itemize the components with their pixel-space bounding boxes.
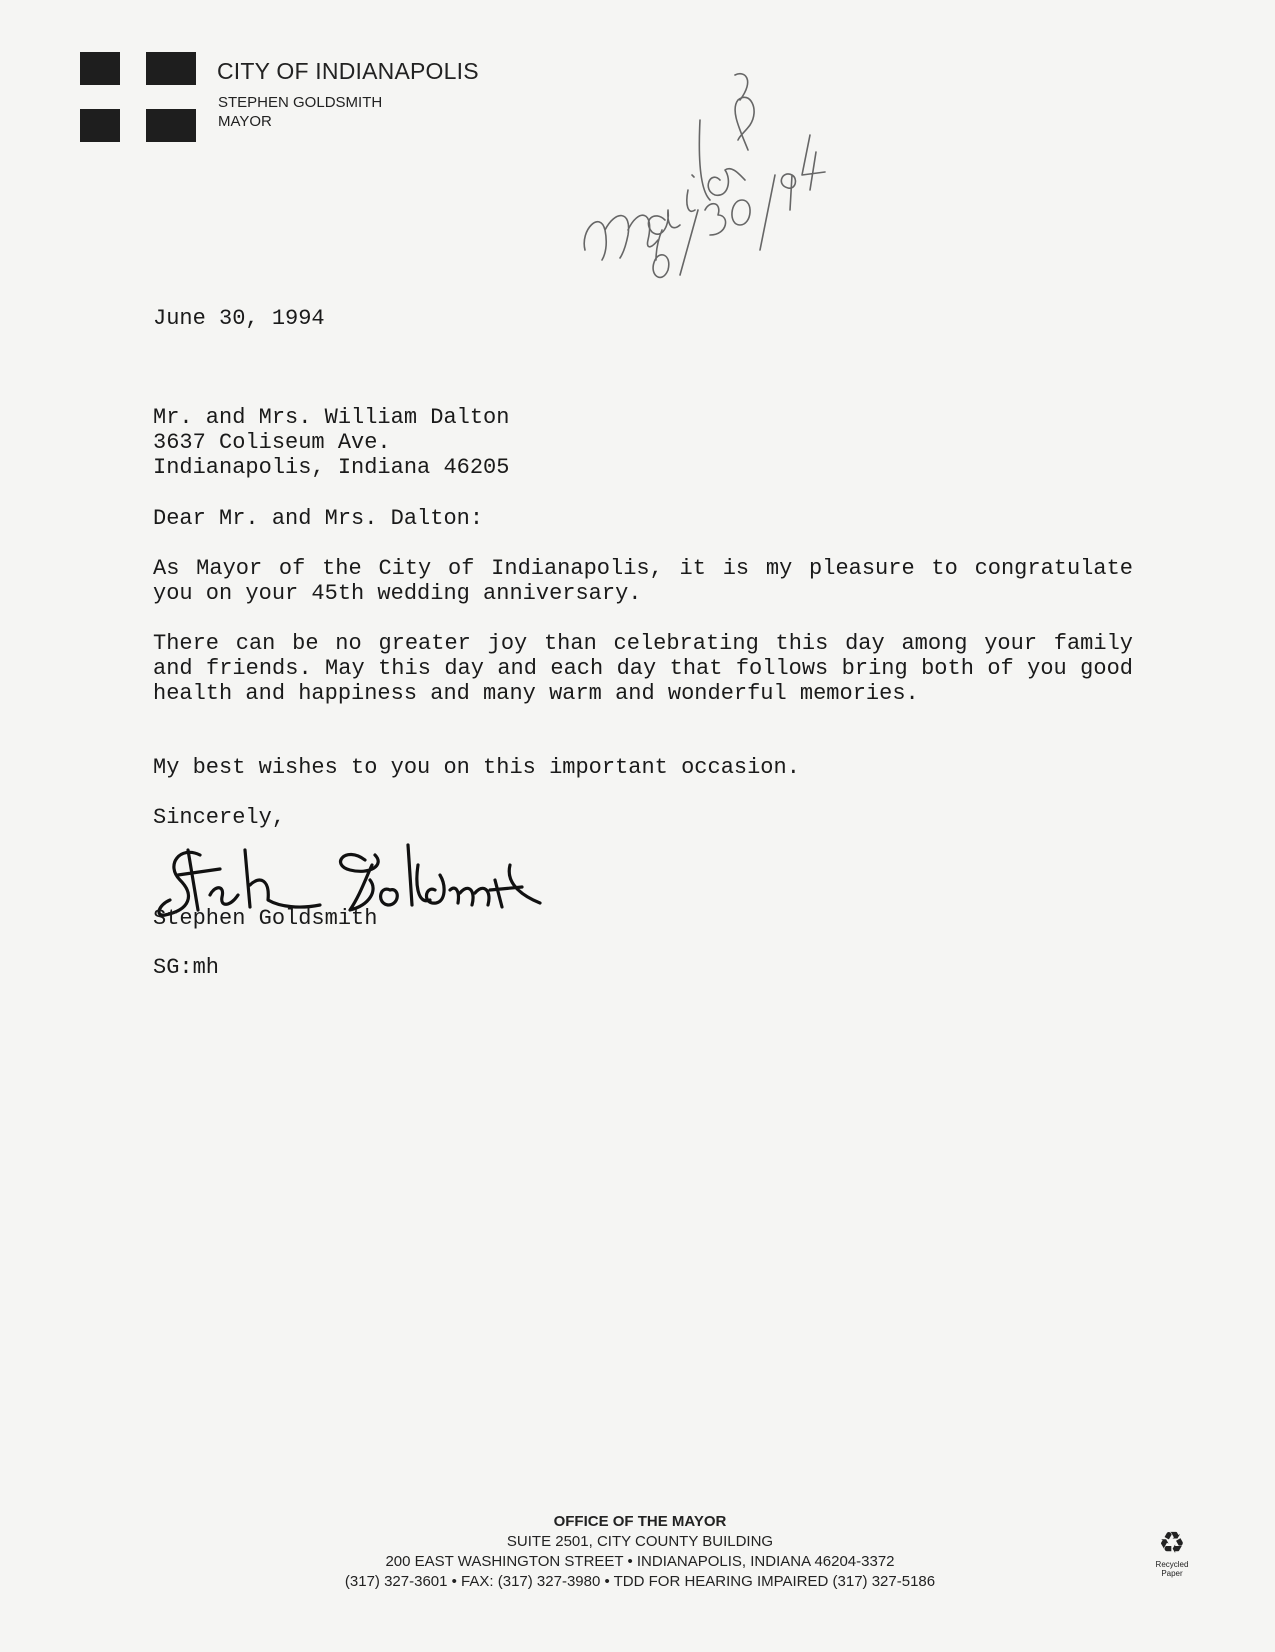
letterhead-title: MAYOR: [218, 113, 272, 130]
footer-suite: SUITE 2501, CITY COUNTY BUILDING: [506, 1533, 774, 1550]
recycle-label: Paper: [1161, 1569, 1183, 1578]
recipient-address: [153, 405, 509, 480]
typist-initials: SG:mh: [153, 955, 220, 980]
footer-office: OFFICE OF THE MAYOR: [553, 1513, 727, 1530]
address-line: Indianapolis, Indiana 46205: [153, 455, 510, 480]
signer-name: Stephen Goldsmith: [153, 906, 378, 931]
recycle-icon: ♻: [1158, 1526, 1186, 1561]
closing: Sincerely,: [153, 805, 286, 830]
recycle-label: Recycled: [1155, 1560, 1189, 1569]
letter-date: June 30, 1994: [153, 306, 325, 331]
letterhead-mayor-name: STEPHEN GOLDSMITH: [218, 94, 383, 111]
footer-street: 200 EAST WASHINGTON STREET • INDIANAPOLIS, INDIANA 46204-3372: [385, 1553, 895, 1570]
letterhead-city: CITY OF INDIANAPOLIS: [217, 58, 479, 84]
handwritten-mailed-annotation: [570, 60, 870, 290]
footer-phones: (317) 327-3601 • FAX: (317) 327-3980 • TDD FOR HEARING IMPAIRED (317) 327-5186: [344, 1573, 936, 1590]
recycled-paper-mark: [1142, 1528, 1202, 1578]
city-seal-logo: [80, 52, 196, 142]
address-line: 3637 Coliseum Ave.: [153, 430, 391, 455]
body-paragraph-1: As Mayor of the City of Indianapolis, it is my pleasure to congratulate you on your 45th wedding anniversary.: [153, 556, 1133, 606]
salutation: Dear Mr. and Mrs. Dalton:: [153, 506, 484, 531]
letterhead-mayor-block: [218, 93, 382, 131]
letterhead-footer: [240, 1512, 1040, 1592]
body-paragraph-3: My best wishes to you on this important occasion.: [153, 755, 800, 780]
body-paragraph-2: There can be no greater joy than celebrating this day among your family and friends. May this day and each day that follows bring both of you good health and happiness and many warm and wonderful memories.: [153, 631, 1133, 706]
address-line: Mr. and Mrs. William Dalton: [153, 405, 510, 430]
